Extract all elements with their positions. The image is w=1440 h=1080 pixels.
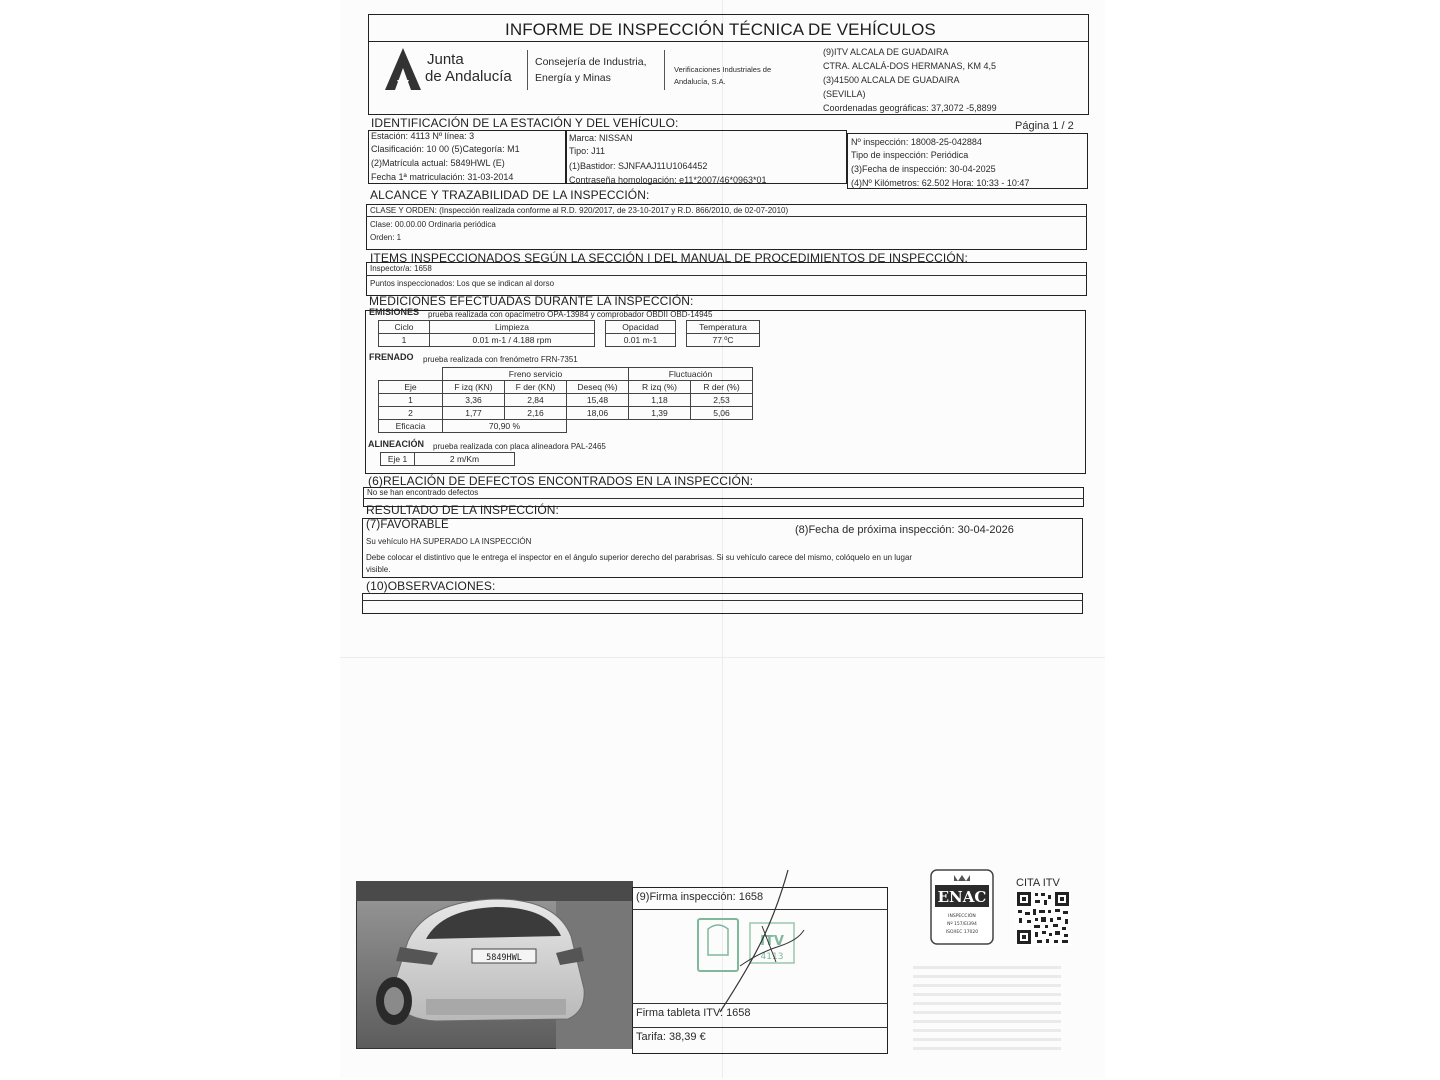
- items-heading: ITEMS INSPECCIONADOS SEGÚN LA SECCIÓN I DEL MANUAL DE PROCEDIMIENTOS DE INSPECCIÓN:: [370, 251, 968, 265]
- consejeria-line-1: Consejería de Industria,: [535, 56, 647, 68]
- station-line-4: (SEVILLA): [823, 89, 866, 99]
- ident-estacion: Estación: 4113 Nº línea: 3: [371, 131, 475, 141]
- ident-contrasena: Contraseña homologación: e11*2007/46*0963*01: [569, 175, 767, 185]
- items-inspector: Inspector/a: 1658: [370, 264, 432, 273]
- emisiones-ciclo: 1: [379, 334, 430, 347]
- ident-fecha-inspeccion: (3)Fecha de inspección: 30-04-2025: [851, 164, 996, 174]
- enac-sub-3: ISO/IEC 17020: [945, 930, 979, 935]
- alcance-divider: [366, 216, 1087, 217]
- emisiones-limpieza: 0.01 m-1 / 4.188 rpm: [430, 334, 595, 347]
- observaciones-heading: (10)OBSERVACIONES:: [366, 579, 496, 593]
- emisiones-header-ciclo: Ciclo: [379, 321, 430, 334]
- observaciones-box: [362, 593, 1083, 614]
- firma-inspeccion: (9)Firma inspección: 1658: [636, 891, 764, 903]
- frenado-description: prueba realizada con frenómetro FRN-7351: [423, 355, 578, 364]
- resultado-proxima-inspeccion: (8)Fecha de próxima inspección: 30-04-2026: [795, 524, 1014, 536]
- frenado-header-rizq: R izq (%): [629, 381, 691, 394]
- tarifa: Tarifa: 38,39 €: [636, 1031, 706, 1043]
- frenado-fluctuacion: Fluctuación: [629, 368, 753, 381]
- enac-text: ENAC: [937, 888, 987, 906]
- enac-sub-1: INSPECCIÓN: [948, 914, 976, 919]
- frenado-deseq-2: 18,06: [567, 407, 629, 420]
- frenado-eficacia-label: Eficacia: [379, 420, 443, 433]
- frenado-fizq-2: 1,77: [443, 407, 505, 420]
- alineacion-label: ALINEACIÓN: [368, 439, 424, 449]
- verificaciones-line-1: Verificaciones Industriales de: [674, 65, 772, 74]
- alcance-heading: ALCANCE Y TRAZABILIDAD DE LA INSPECCIÓN:: [370, 188, 650, 202]
- frenado-eje-2: 2: [379, 407, 443, 420]
- resultado-line-1: Su vehículo HA SUPERADO LA INSPECCIÓN: [366, 537, 532, 546]
- items-divider: [366, 275, 1087, 276]
- cita-itv-label: CITA ITV: [1016, 877, 1060, 889]
- page-number: Página 1 / 2: [1015, 120, 1074, 132]
- ident-num-inspeccion: Nº inspección: 18008-25-042884: [851, 137, 982, 147]
- frenado-fizq-1: 3,36: [443, 394, 505, 407]
- frenado-fder-2: 2,16: [505, 407, 567, 420]
- items-puntos: Puntos inspeccionados: Los que se indican al dorso: [370, 279, 555, 288]
- verificaciones-line-2: Andalucía, S.A.: [674, 77, 726, 86]
- emisiones-header-limpieza: Limpieza: [430, 321, 595, 334]
- frenado-eficacia-value: 70,90 %: [443, 420, 567, 433]
- frenado-table: [378, 367, 753, 433]
- stamp-itv: ITV: [760, 934, 784, 949]
- frenado-rizq-1: 1,18: [629, 394, 691, 407]
- frenado-rder-2: 5,06: [691, 407, 753, 420]
- mediciones-heading: MEDICIONES EFECTUADAS DURANTE LA INSPECCIÓN:: [369, 294, 694, 308]
- defectos-heading: (6)RELACIÓN DE DEFECTOS ENCONTRADOS EN LA INSPECCIÓN:: [368, 474, 754, 488]
- alcance-orden: Orden: 1: [370, 233, 402, 242]
- frenado-header-eje: Eje: [379, 381, 443, 394]
- fold-line-horizontal: [340, 657, 1105, 658]
- logo-divider-2: [664, 50, 665, 90]
- alcance-clase-orden: CLASE Y ORDEN: (Inspección realizada conforme al R.D. 920/2017, de 23-10-2017 y R.D. 866/2010, de 02-07-2010): [370, 206, 789, 215]
- resultado-line-2: Debe colocar el distintivo que le entrega el inspector en el ángulo superior derecho del parabrisas. Si su vehículo carece del mismo, colóquelo en un lugar: [366, 553, 913, 562]
- frenado-header-rder: R der (%): [691, 381, 753, 394]
- consejeria-line-2: Energía y Minas: [535, 72, 611, 84]
- ident-marca: Marca: NISSAN: [569, 133, 633, 143]
- qr-code-icon[interactable]: [1015, 890, 1071, 946]
- station-coordinates: Coordenadas geográficas: 37,3072 -5,8899: [823, 103, 997, 113]
- junta-label: Junta: [427, 51, 464, 68]
- logo-divider: [527, 50, 528, 90]
- frenado-label: FRENADO: [369, 352, 414, 362]
- signature-icon: [680, 866, 820, 1016]
- alineacion-eje: Eje 1: [381, 453, 415, 466]
- ident-tipo-inspeccion: Tipo de inspección: Periódica: [851, 150, 969, 160]
- observaciones-divider: [362, 600, 1083, 601]
- resultado-heading: RESULTADO DE LA INSPECCIÓN:: [366, 503, 559, 517]
- frenado-freno-servicio: Freno servicio: [443, 368, 629, 381]
- emisiones-description: prueba realizada con opacímetro OPA-13984 y comprobador OBDII OBD-14945: [428, 310, 713, 319]
- ident-tipo: Tipo: J11: [569, 146, 606, 156]
- emisiones-temperatura: 77 ºC: [687, 334, 760, 347]
- frenado-rder-1: 2,53: [691, 394, 753, 407]
- table-row: [379, 407, 753, 420]
- frenado-eje-1: 1: [379, 394, 443, 407]
- emisiones-header-opacidad: Opacidad: [606, 321, 676, 334]
- frenado-header-deseq: Deseq (%): [567, 381, 629, 394]
- alineacion-description: prueba realizada con placa alineadora PAL-2465: [433, 442, 606, 451]
- alcance-clase: Clase: 00.00.00 Ordinaria periódica: [370, 220, 496, 229]
- table-row: [379, 394, 753, 407]
- frenado-fder-1: 2,84: [505, 394, 567, 407]
- frenado-header-fizq: F izq (KN): [443, 381, 505, 394]
- ident-fecha-matriculacion: Fecha 1ª matriculación: 31-03-2014: [371, 172, 514, 182]
- defectos-text: No se han encontrado defectos: [367, 488, 479, 497]
- frenado-rizq-2: 1,39: [629, 407, 691, 420]
- ident-clasificacion: Clasificación: 10 00 (5)Categoría: M1: [371, 144, 520, 154]
- faint-print-block: [913, 966, 1061, 1054]
- alineacion-table: [380, 452, 515, 466]
- ident-matricula: (2)Matrícula actual: 5849HWL (E): [371, 158, 505, 168]
- station-line-1: (9)ITV ALCALA DE GUADAIRA: [823, 47, 949, 57]
- enac-sub-2: Nº 157/EI394: [947, 922, 977, 927]
- station-line-3: (3)41500 ALCALA DE GUADAIRA: [823, 75, 960, 85]
- ident-bastidor: (1)Bastidor: SJNFAAJ11U1064452: [569, 161, 708, 171]
- emisiones-table: [378, 320, 760, 347]
- frenado-deseq-1: 15,48: [567, 394, 629, 407]
- ident-kilometros: (4)Nº Kilómetros: 62.502 Hora: 10:33 - 10:47: [851, 178, 1030, 188]
- page-title: INFORME DE INSPECCIÓN TÉCNICA DE VEHÍCULOS: [505, 20, 936, 39]
- emisiones-opacidad: 0.01 m-1: [606, 334, 676, 347]
- emisiones-label: EMISIONES: [369, 307, 420, 317]
- vehicle-plate: 5849HWL: [486, 953, 522, 963]
- andalucia-label: de Andalucía: [425, 68, 512, 85]
- identification-heading: IDENTIFICACIÓN DE LA ESTACIÓN Y DEL VEHÍCULO:: [371, 116, 679, 130]
- stamp-number: 4113: [760, 952, 784, 962]
- firma-divider-3: [632, 1027, 888, 1028]
- junta-andalucia-logo-icon: [383, 46, 423, 92]
- vehicle-photo: [356, 881, 633, 1049]
- defectos-divider: [363, 498, 1084, 499]
- emisiones-header-temperatura: Temperatura: [687, 321, 760, 334]
- firma-tableta: Firma tableta ITV: 1658: [636, 1007, 751, 1019]
- alineacion-value: 2 m/Km: [415, 453, 515, 466]
- frenado-header-fder: F der (KN): [505, 381, 567, 394]
- resultado-verdict: (7)FAVORABLE: [366, 519, 449, 531]
- resultado-line-3: visible.: [366, 565, 391, 574]
- station-line-2: CTRA. ALCALÁ-DOS HERMANAS, KM 4,5: [823, 61, 997, 71]
- enac-logo-icon: [930, 869, 994, 945]
